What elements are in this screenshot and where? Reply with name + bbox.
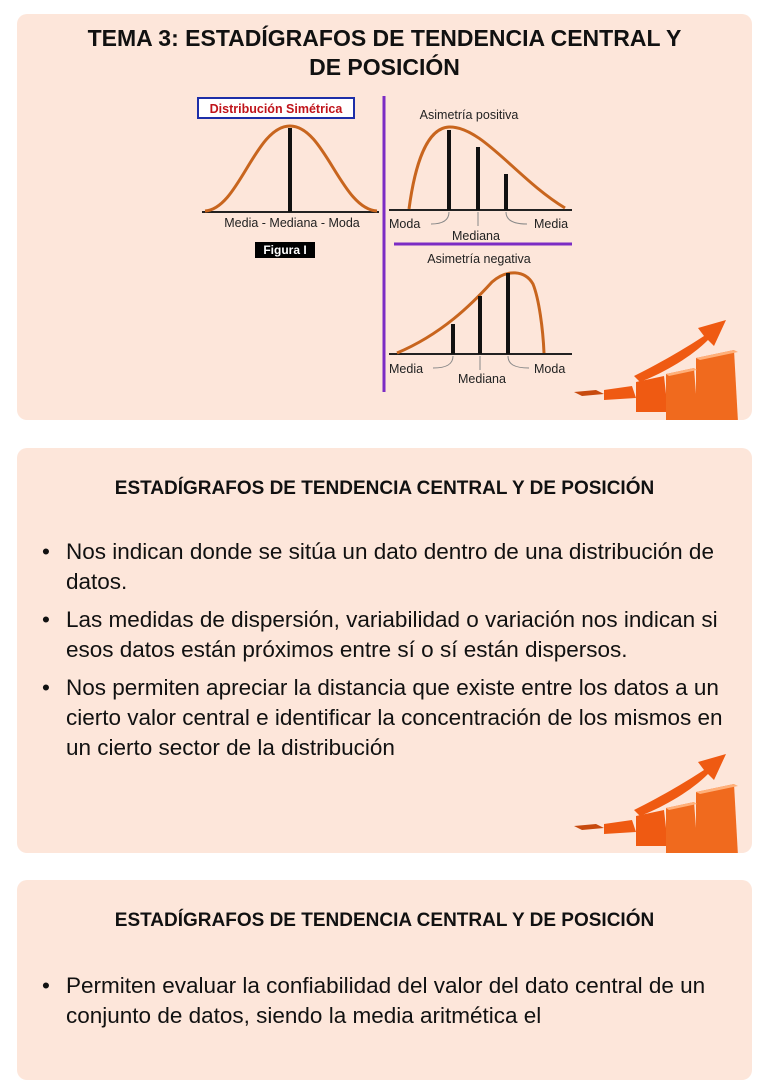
bullet-item bbox=[39, 971, 739, 1031]
negative-mean-arrow bbox=[433, 356, 453, 368]
slide-estadigrafos-1 bbox=[17, 448, 752, 853]
bullet-list bbox=[39, 537, 739, 771]
slide-estadigrafos-2 bbox=[17, 880, 752, 1080]
positive-median-label: Mediana bbox=[452, 229, 500, 243]
slide-heading: ESTADÍGRAFOS DE TENDENCIA CENTRAL Y DE POSICIÓN bbox=[114, 910, 655, 931]
symmetric-axis-label: Media - Mediana - Moda bbox=[224, 216, 360, 230]
growth-bars-arrow-icon bbox=[574, 750, 752, 853]
bullet-text: Permiten evaluar la confiabilidad del valor del dato central de un conjunto de datos, siendo la media aritmética el bbox=[66, 973, 706, 1028]
negative-skew-curve bbox=[397, 273, 544, 353]
slide-title-line-2: DE POSICIÓN bbox=[309, 54, 460, 80]
bullet-text: Las medidas de dispersión, variabilidad o variación nos indican si esos datos están próximos entre sí o sí están dispersos. bbox=[66, 607, 718, 662]
bullet-dot: • bbox=[42, 675, 50, 700]
positive-mean-arrow bbox=[506, 212, 527, 224]
bullet-dot: • bbox=[42, 973, 50, 998]
bullet-item bbox=[39, 537, 739, 597]
slide-title-line-1: TEMA 3: ESTADÍGRAFOS DE TENDENCIA CENTRAL Y bbox=[87, 25, 682, 51]
symmetric-label: Distribución Simétrica bbox=[209, 102, 343, 116]
positive-skew-label: Asimetría positiva bbox=[419, 108, 519, 122]
negative-mode-arrow bbox=[508, 356, 529, 368]
bullet-dot: • bbox=[42, 539, 50, 564]
positive-mode-arrow bbox=[431, 212, 449, 224]
slide-heading: ESTADÍGRAFOS DE TENDENCIA CENTRAL Y DE POSICIÓN bbox=[114, 478, 655, 499]
negative-mode-label: Moda bbox=[534, 362, 566, 376]
bullet-text: Nos permiten apreciar la distancia que existe entre los datos a un cierto valor central e identificar la concentración de los mismos en un cierto sector de la distribución bbox=[66, 675, 723, 760]
figure-caption: Figura I bbox=[263, 243, 307, 257]
growth-bars-arrow-icon bbox=[574, 316, 752, 420]
negative-mean-label: Media bbox=[389, 362, 424, 376]
bullet-item bbox=[39, 605, 739, 665]
positive-skew-curve bbox=[409, 127, 565, 209]
negative-median-label: Mediana bbox=[458, 372, 506, 386]
positive-mean-label: Media bbox=[534, 217, 569, 231]
slide-tema-3 bbox=[17, 14, 752, 420]
bullet-list bbox=[39, 971, 739, 1039]
bullet-text: Nos indican donde se sitúa un dato dentro de una distribución de datos. bbox=[66, 539, 714, 594]
positive-mode-label: Moda bbox=[389, 217, 421, 231]
negative-skew-label: Asimetría negativa bbox=[427, 252, 531, 266]
bullet-dot: • bbox=[42, 607, 50, 632]
